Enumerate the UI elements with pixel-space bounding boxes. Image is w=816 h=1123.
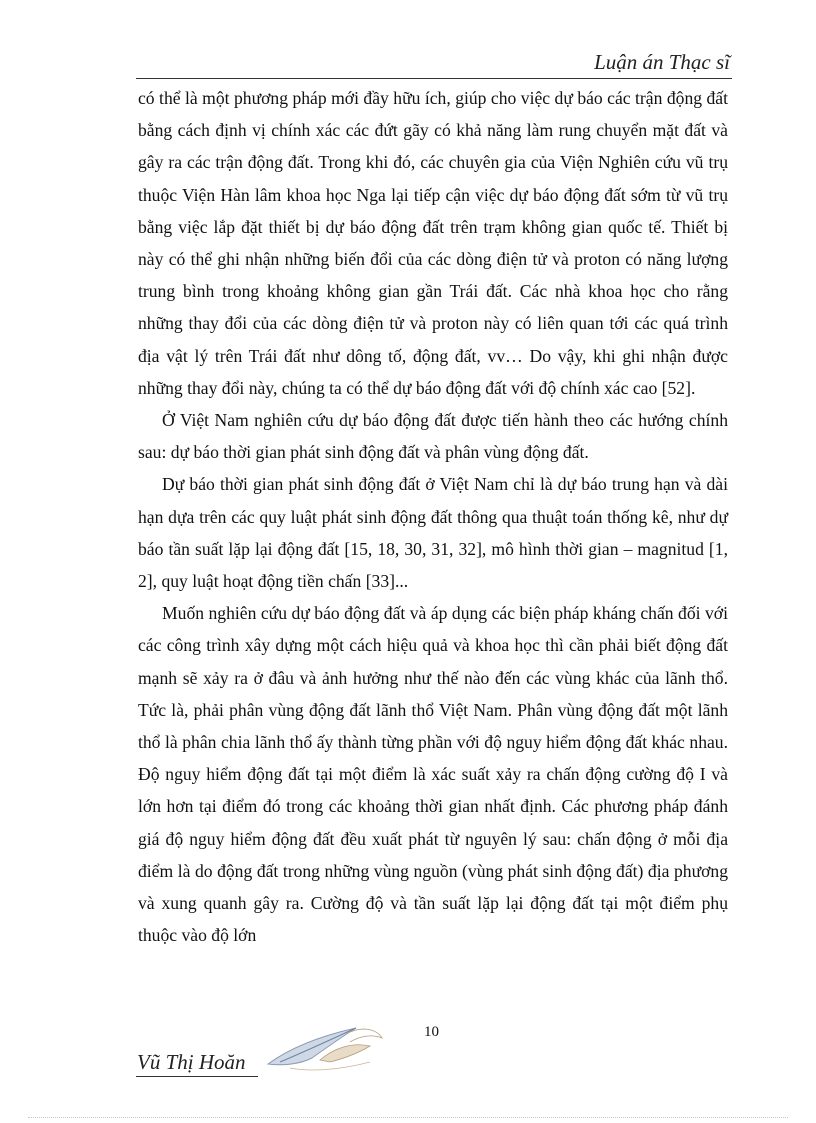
bottom-border bbox=[28, 1117, 788, 1118]
paragraph-3: Dự báo thời gian phát sinh động đất ở Việt Nam chỉ là dự báo trung hạn và dài hạn dựa trên các quy luật phát sinh động đất thông qua thuật toán thống kê, như dự báo tần suất lặp lại động đất [15, 18, 30, 31, 32], mô hình thời gian – magnitud [1, 2], quy luật hoạt động tiền chấn [33]... bbox=[138, 474, 728, 592]
body-text bbox=[138, 82, 728, 951]
feather-ornament-icon bbox=[260, 1018, 390, 1074]
page-number: 10 bbox=[424, 1024, 439, 1040]
author-name: Vũ Thị Hoăn bbox=[137, 1050, 246, 1074]
paragraph-2: Ở Việt Nam nghiên cứu dự báo động đất được tiến hành theo các hướng chính sau: dự báo thời gian phát sinh động đất và phân vùng động đất. bbox=[138, 410, 728, 463]
paragraph-4: Muốn nghiên cứu dự báo động đất và áp dụng các biện pháp kháng chấn đối với các công trình xây dựng một cách hiệu quả và khoa học thì cần phải biết động đất mạnh sẽ xảy ra ở đâu và ảnh hưởng như thế nào đến các vùng khác của lãnh thổ. Tức là, phải phân vùng động đất lãnh thổ Việt Nam. Phân vùng động đất một lãnh thổ là phân chia lãnh thổ ấy thành từng phần với độ nguy hiểm động đất khác nhau. Độ nguy hiểm động đất tại một điểm là xác suất xảy ra chấn động cường độ I và lớn hơn tại điểm đó trong các khoảng thời gian nhất định. Các phương pháp đánh giá độ nguy hiểm động đất đều xuất phát từ nguyên lý sau: chấn động ở mỗi địa điểm là do động đất trong những vùng nguồn (vùng phát sinh động đất) địa phương và xung quanh gây ra. Cường độ và tần suất lặp lại động đất tại một điểm phụ thuộc vào độ lớn bbox=[138, 603, 728, 946]
header-title: Luận án Thạc sĩ bbox=[594, 50, 730, 74]
header-divider bbox=[136, 78, 732, 79]
author-underline bbox=[136, 1076, 258, 1077]
paragraph-1: có thể là một phương pháp mới đầy hữu ích, giúp cho việc dự báo các trận động đất bằng cách định vị chính xác các đứt gãy có khả năng làm rung chuyển mặt đất và gây ra các trận động đất. Trong khi đó, các chuyên gia của Viện Nghiên cứu vũ trụ thuộc Viện Hàn lâm khoa học Nga lại tiếp cận việc dự báo động đất sớm từ vũ trụ bằng việc lắp đặt thiết bị dự báo động đất trên trạm không gian quốc tế. Thiết bị này có thể ghi nhận những biến đổi của các dòng điện tử và proton có năng lượng trung bình trong khoảng không gian gần Trái đất. Các nhà khoa học cho rằng những thay đổi của các dòng điện tử và proton này có liên quan tới các quá trình địa vật lý trên Trái đất như dông tố, động đất, vv… Do vậy, khi ghi nhận được những thay đổi này, chúng ta có thể dự báo động đất với độ chính xác cao [52]. bbox=[138, 88, 728, 398]
